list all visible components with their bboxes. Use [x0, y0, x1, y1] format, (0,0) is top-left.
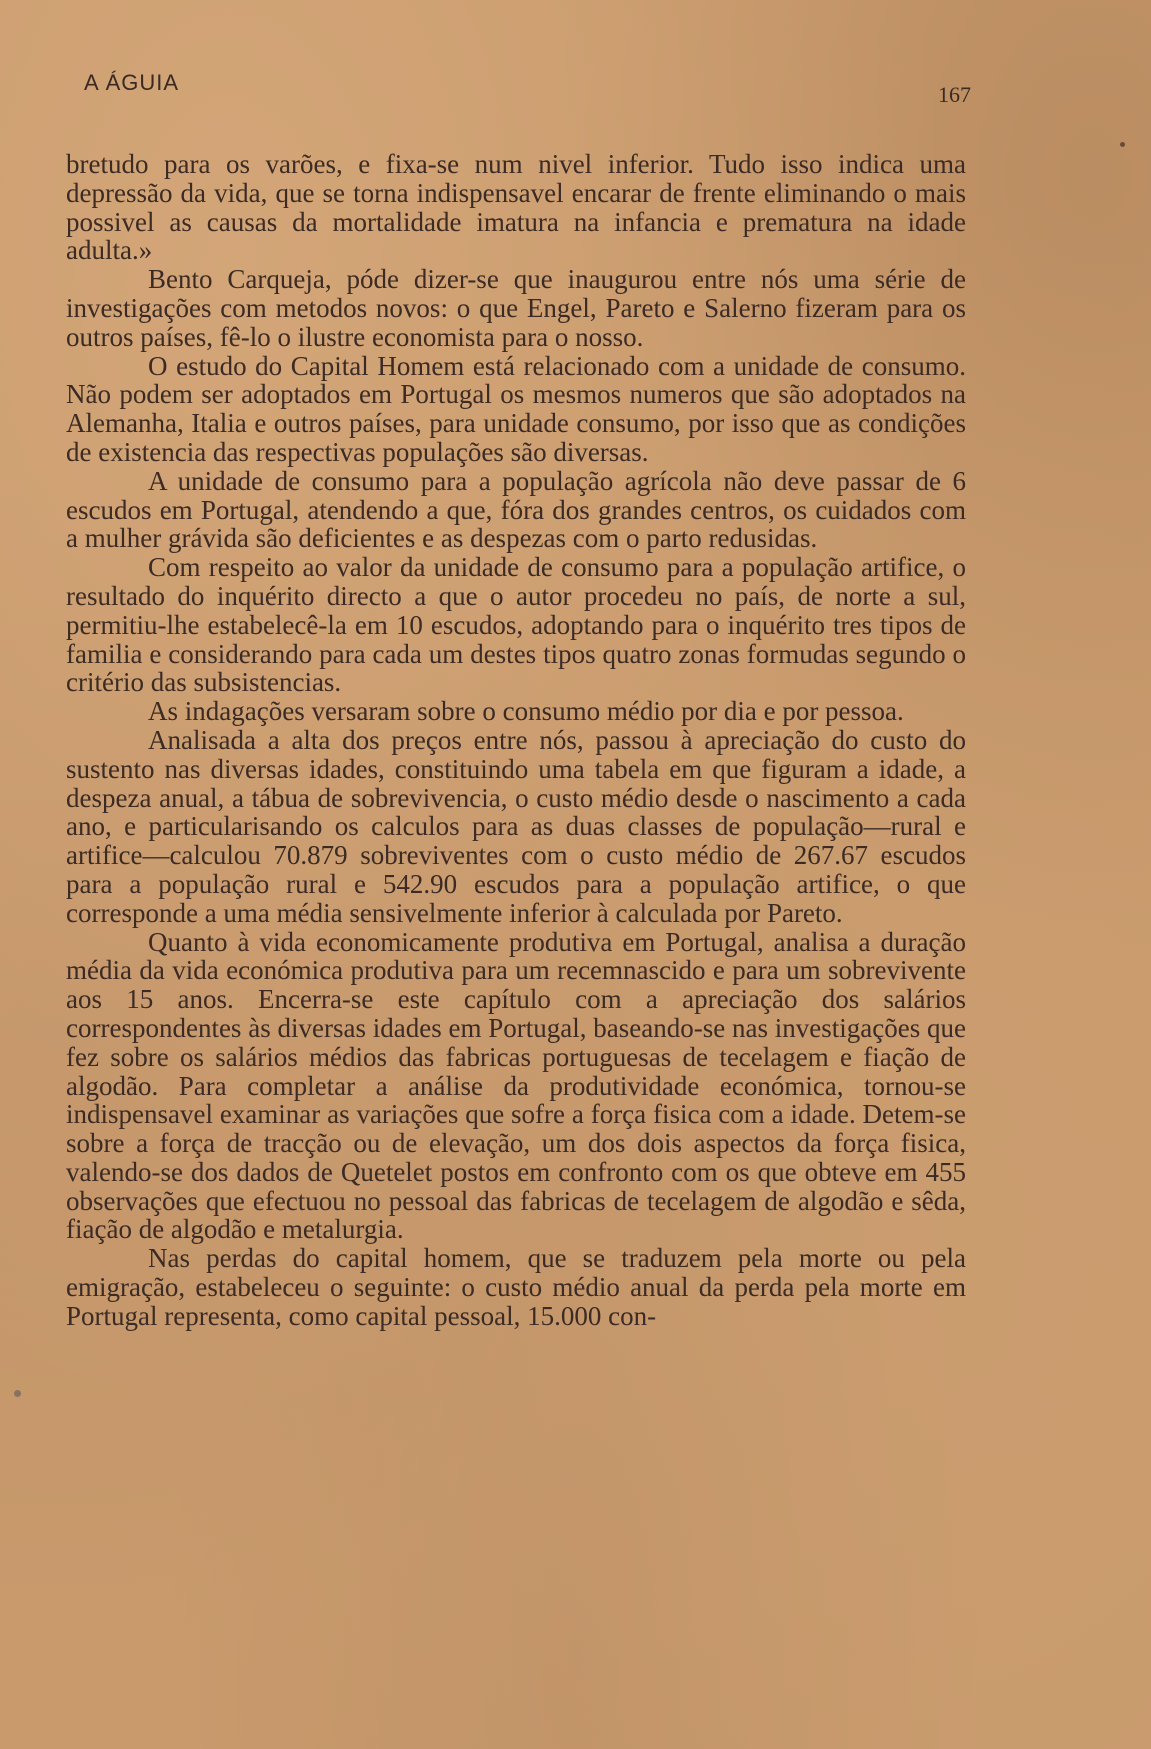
running-head: A ÁGUIA	[84, 70, 180, 95]
paragraph: As indagações versaram sobre o consumo médio por dia e por pessoa.	[148, 696, 904, 727]
body-text	[66, 150, 966, 1331]
paragraph: Bento Carqueja, póde dizer-se que inaugurou entre nós uma série de investigações com metodos novos: o que Engel, Pareto e Salerno fizeram para os outros países, fê-lo o ilustre economista para o nosso.	[66, 264, 966, 352]
paper-speck	[14, 1390, 21, 1397]
paragraph: Analisada a alta dos preços entre nós, passou à apreciação do custo do sustento nas diversas idades, constituindo uma tabela em que figuram a idade, a despeza anual, a tábua de sobrevivencia, o custo médio desde o nascimento a cada ano, e particularisando os calculos para as duas classes de população—rural e artifice—calculou 70.879 sobreviventes com o custo médio de 267.67 escudos para a população rural e 542.90 escudos para a população artifice, o que corresponde a uma média sensivelmente inferior à calculada por Pareto.	[66, 724, 966, 928]
paragraph: O estudo do Capital Homem está relacionado com a unidade de consumo. Não podem ser adoptados em Portugal os mesmos numeros que são adoptados na Alemanha, Italia e outros países, para unidade consumo, por isso que as condições de existencia das respectivas populações são diversas.	[66, 350, 966, 467]
page-number: 167	[938, 82, 971, 107]
paragraph: Nas perdas do capital homem, que se traduzem pela morte ou pela emigração, estabeleceu o seguinte: o custo médio anual da perda pela morte em Portugal representa, como capital pessoal, 15.000 con-	[66, 1243, 966, 1331]
paragraph: Quanto à vida economicamente produtiva em Portugal, analisa a duração média da vida económica produtiva para um recemnascido e para um sobrevivente aos 15 anos. Encerra-se este capítulo com a apreciação dos salários correspondentes às diversas idades em Portugal, baseando-se nas investigações que fez sobre os salários médios das fabricas portuguesas de tecelagem e fiação de algodão. Para completar a análise da produtividade económica, tornou-se indispensavel examinar as variações que sofre a força fisica com a idade. Detem-se sobre a força de tracção ou de elevação, um dos dois aspectos da força fisica, valendo-se dos dados de Quetelet postos em confronto com os que obteve em 455 observações que efectuou no pessoal das fabricas de tecelagem de algodão e sêda, fiação de algodão e metalurgia.	[66, 926, 966, 1245]
paper-speck	[1120, 142, 1125, 147]
paragraph: Com respeito ao valor da unidade de consumo para a população artifice, o resultado do inquérito directo a que o autor procedeu no país, de norte a sul, permitiu-lhe estabelecê-la em 10 escudos, adoptando para o inquérito tres tipos de familia e considerando para cada um destes tipos quatro zonas formudas segundo o critério das subsistencias.	[66, 552, 966, 698]
paragraph: A unidade de consumo para a população agrícola não deve passar de 6 escudos em Portugal, atendendo a que, fóra dos grandes centros, os cuidados com a mulher grávida são deficientes e as despezas com o parto redusidas.	[66, 465, 966, 554]
paragraph-continuation: bretudo para os varões, e fixa-se num nivel inferior. Tudo isso indica uma depressão da vida, que se torna indispensavel encarar de frente eliminando o mais possivel as causas da mortalidade imatura na infancia e prematura na idade adulta.»	[66, 149, 966, 266]
